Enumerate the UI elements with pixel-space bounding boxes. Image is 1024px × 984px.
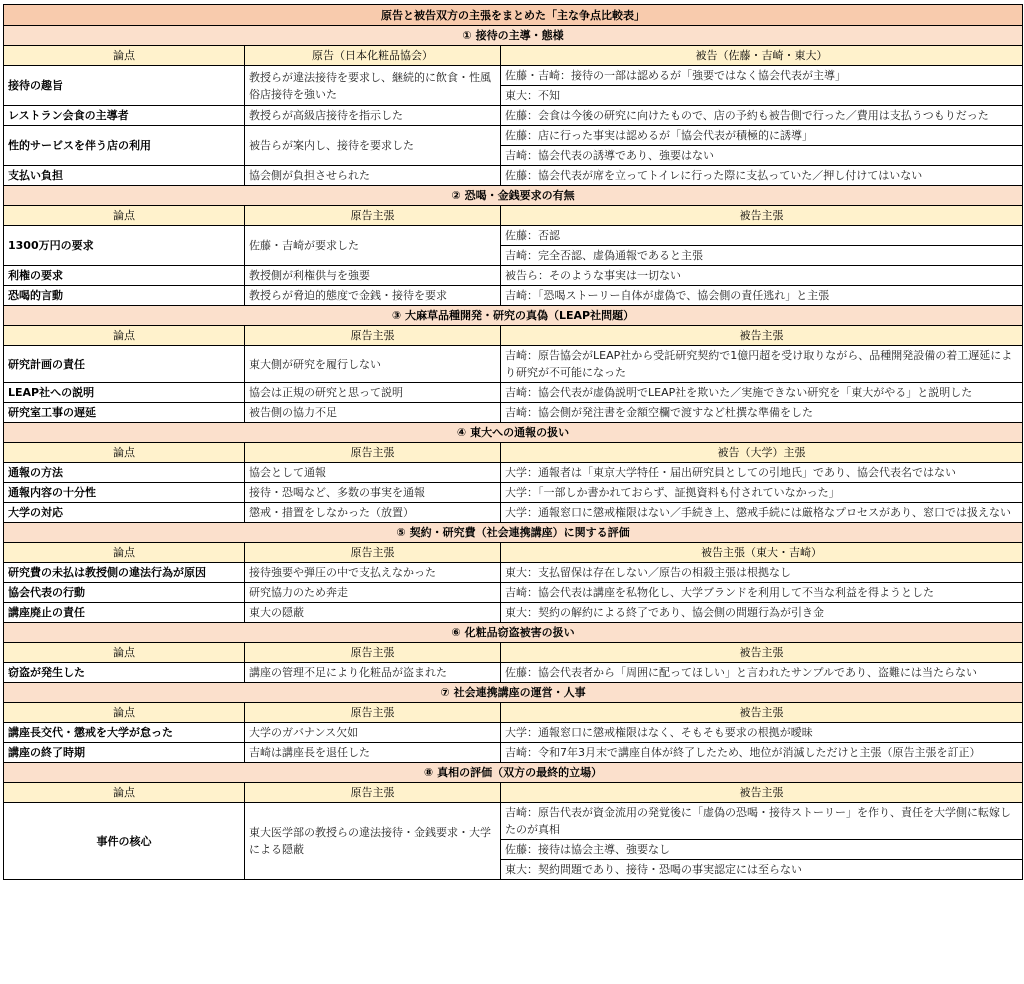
plaintiff-cell: 教授側が利権供与を強要	[245, 266, 501, 286]
column-header: 論点	[4, 206, 245, 226]
table-row	[4, 106, 1023, 126]
column-header: 原告主張	[245, 326, 501, 346]
defendant-cell: 東大：契約問題であり、接待・恐喝の事実認定には至らない	[501, 860, 1023, 880]
column-header: 被告主張	[501, 643, 1023, 663]
column-header: 論点	[4, 783, 245, 803]
section-title: ⑧ 真相の評価（双方の最終的立場）	[4, 763, 1023, 783]
section-row	[4, 306, 1023, 326]
column-header: 論点	[4, 543, 245, 563]
section-title: ⑥ 化粧品窃盗被害の扱い	[4, 623, 1023, 643]
plaintiff-cell: 東大の隠蔽	[245, 603, 501, 623]
table-row	[4, 583, 1023, 603]
plaintiff-cell: 東大医学部の教授らの違法接待・金銭要求・大学による隠蔽	[245, 803, 501, 880]
defendant-cell: 吉崎：原告協会がLEAP社から受託研究契約で1億円超を受け取りながら、品種開発設備の着工遅延により研究が不可能になった	[501, 346, 1023, 383]
defendant-cell: 佐藤：会食は今後の研究に向けたもので、店の予約も被告側で行った／費用は支払うつもりだった	[501, 106, 1023, 126]
header-row	[4, 46, 1023, 66]
table-row	[4, 503, 1023, 523]
header-row	[4, 643, 1023, 663]
plaintiff-cell: 接待強要や弾圧の中で支払えなかった	[245, 563, 501, 583]
column-header: 被告主張	[501, 783, 1023, 803]
header-row	[4, 326, 1023, 346]
table-row	[4, 226, 1023, 246]
issue-cell: 講座廃止の責任	[4, 603, 245, 623]
defendant-cell: 佐藤：協会代表が席を立ってトイレに行った際に支払っていた／押し付けてはいない	[501, 166, 1023, 186]
column-header: 被告（大学）主張	[501, 443, 1023, 463]
defendant-cell: 大学：通報者は「東京大学特任・届出研究員としての引地氏」であり、協会代表名ではない	[501, 463, 1023, 483]
header-row	[4, 703, 1023, 723]
table-row	[4, 663, 1023, 683]
defendant-cell: 佐藤：否認	[501, 226, 1023, 246]
column-header: 原告主張	[245, 206, 501, 226]
column-header: 原告主張	[245, 643, 501, 663]
table-row	[4, 803, 1023, 840]
defendant-cell: 吉崎：令和7年3月末で講座自体が終了したため、地位が消滅しただけと主張（原告主張を訂正）	[501, 743, 1023, 763]
table-row	[4, 603, 1023, 623]
issue-cell: 恐喝的言動	[4, 286, 245, 306]
section-row	[4, 623, 1023, 643]
section-row	[4, 26, 1023, 46]
issue-cell: 通報の方法	[4, 463, 245, 483]
defendant-cell: 吉崎：協会代表の誘導であり、強要はない	[501, 146, 1023, 166]
plaintiff-cell: 大学のガバナンス欠如	[245, 723, 501, 743]
header-row	[4, 783, 1023, 803]
column-header: 被告主張（東大・吉崎）	[501, 543, 1023, 563]
plaintiff-cell: 教授らが高級店接待を指示した	[245, 106, 501, 126]
column-header: 被告主張	[501, 206, 1023, 226]
column-header: 被告（佐藤・吉崎・東大）	[501, 46, 1023, 66]
column-header: 被告主張	[501, 326, 1023, 346]
issue-cell: 通報内容の十分性	[4, 483, 245, 503]
section-title: ④ 東大への通報の扱い	[4, 423, 1023, 443]
header-row	[4, 206, 1023, 226]
column-header: 原告主張	[245, 783, 501, 803]
column-header: 論点	[4, 443, 245, 463]
section-row	[4, 523, 1023, 543]
defendant-cell: 東大：支払留保は存在しない／原告の相殺主張は根拠なし	[501, 563, 1023, 583]
plaintiff-cell: 協会として通報	[245, 463, 501, 483]
table-row	[4, 723, 1023, 743]
defendant-cell: 佐藤・吉崎：接待の一部は認めるが「強要ではなく協会代表が主導」	[501, 66, 1023, 86]
issue-cell: 支払い負担	[4, 166, 245, 186]
table-row	[4, 346, 1023, 383]
plaintiff-cell: 協会は正規の研究と思って説明	[245, 383, 501, 403]
table-row	[4, 126, 1023, 146]
plaintiff-cell: 講座の管理不足により化粧品が盗まれた	[245, 663, 501, 683]
defendant-cell: 佐藤：接待は協会主導、強要なし	[501, 840, 1023, 860]
table-row	[4, 563, 1023, 583]
defendant-cell: 被告ら：そのような事実は一切ない	[501, 266, 1023, 286]
table-row	[4, 286, 1023, 306]
column-header: 論点	[4, 326, 245, 346]
section-row	[4, 763, 1023, 783]
plaintiff-cell: 吉崎は講座長を退任した	[245, 743, 501, 763]
plaintiff-cell: 東大側が研究を履行しない	[245, 346, 501, 383]
table-row	[4, 383, 1023, 403]
plaintiff-cell: 接待・恐喝など、多数の事実を通報	[245, 483, 501, 503]
issue-cell: レストラン会食の主導者	[4, 106, 245, 126]
issue-cell: LEAP社への説明	[4, 383, 245, 403]
defendant-cell: 吉崎：協会代表は講座を私物化し、大学ブランドを利用して不当な利益を得ようとした	[501, 583, 1023, 603]
defendant-cell: 佐藤：協会代表者から「周囲に配ってほしい」と言われたサンプルであり、盗難には当たらない	[501, 663, 1023, 683]
plaintiff-cell: 教授らが違法接待を要求し、継続的に飲食・性風俗店接待を強いた	[245, 66, 501, 106]
plaintiff-cell: 研究協力のため奔走	[245, 583, 501, 603]
defendant-cell: 吉崎：原告代表が資金流用の発覚後に「虚偽の恐喝・接待ストーリー」を作り、責任を大学側に転嫁したのが真相	[501, 803, 1023, 840]
plaintiff-cell: 佐藤・吉崎が要求した	[245, 226, 501, 266]
plaintiff-cell: 協会側が負担させられた	[245, 166, 501, 186]
plaintiff-cell: 懲戒・措置をしなかった（放置）	[245, 503, 501, 523]
table-row	[4, 166, 1023, 186]
column-header: 論点	[4, 643, 245, 663]
defendant-cell: 吉崎：協会代表が虚偽説明でLEAP社を欺いた／実施できない研究を「東大がやる」と説明した	[501, 383, 1023, 403]
comparison-table	[3, 4, 1023, 880]
table-row	[4, 403, 1023, 423]
defendant-cell: 大学：通報窓口に懲戒権限はなく、そもそも要求の根拠が曖昧	[501, 723, 1023, 743]
defendant-cell: 東大：不知	[501, 86, 1023, 106]
column-header: 原告主張	[245, 443, 501, 463]
section-row	[4, 423, 1023, 443]
section-title: ③ 大麻草品種開発・研究の真偽（LEAP社問題）	[4, 306, 1023, 326]
defendant-cell: 吉崎：協会側が発注書を金額空欄で渡すなど杜撰な準備をした	[501, 403, 1023, 423]
section-row	[4, 683, 1023, 703]
issue-cell: 事件の核心	[4, 803, 245, 880]
issue-cell: 性的サービスを伴う店の利用	[4, 126, 245, 166]
issue-cell: 研究計画の責任	[4, 346, 245, 383]
defendant-cell: 吉崎：「恐喝ストーリー自体が虚偽で、協会側の責任逃れ」と主張	[501, 286, 1023, 306]
issue-cell: 1300万円の要求	[4, 226, 245, 266]
plaintiff-cell: 被告側の協力不足	[245, 403, 501, 423]
table-row	[4, 483, 1023, 503]
plaintiff-cell: 被告らが案内し、接待を要求した	[245, 126, 501, 166]
header-row	[4, 543, 1023, 563]
section-title: ② 恐喝・金銭要求の有無	[4, 186, 1023, 206]
issue-cell: 接待の趣旨	[4, 66, 245, 106]
issue-cell: 講座長交代・懲戒を大学が怠った	[4, 723, 245, 743]
defendant-cell: 佐藤：店に行った事実は認めるが「協会代表が積極的に誘導」	[501, 126, 1023, 146]
defendant-cell: 東大：契約の解約による終了であり、協会側の問題行為が引き金	[501, 603, 1023, 623]
section-title: ⑦ 社会連携講座の運営・人事	[4, 683, 1023, 703]
table-row	[4, 463, 1023, 483]
defendant-cell: 吉崎：完全否認、虚偽通報であると主張	[501, 246, 1023, 266]
table-title: 原告と被告双方の主張をまとめた「主な争点比較表」	[4, 5, 1023, 26]
title-row	[4, 5, 1023, 26]
column-header: 原告（日本化粧品協会）	[245, 46, 501, 66]
issue-cell: 研究費の未払は教授側の違法行為が原因	[4, 563, 245, 583]
defendant-cell: 大学：通報窓口に懲戒権限はない／手続き上、懲戒手続には厳格なプロセスがあり、窓口では扱えない	[501, 503, 1023, 523]
column-header: 論点	[4, 46, 245, 66]
issue-cell: 利権の要求	[4, 266, 245, 286]
table-row	[4, 266, 1023, 286]
column-header: 原告主張	[245, 703, 501, 723]
issue-cell: 大学の対応	[4, 503, 245, 523]
column-header: 原告主張	[245, 543, 501, 563]
header-row	[4, 443, 1023, 463]
section-title: ① 接待の主導・態様	[4, 26, 1023, 46]
column-header: 論点	[4, 703, 245, 723]
section-title: ⑤ 契約・研究費（社会連携講座）に関する評価	[4, 523, 1023, 543]
issue-cell: 窃盗が発生した	[4, 663, 245, 683]
section-row	[4, 186, 1023, 206]
issue-cell: 協会代表の行動	[4, 583, 245, 603]
column-header: 被告主張	[501, 703, 1023, 723]
issue-cell: 研究室工事の遅延	[4, 403, 245, 423]
defendant-cell: 大学：「一部しか書かれておらず、証拠資料も付されていなかった」	[501, 483, 1023, 503]
table-row	[4, 66, 1023, 86]
table-body	[4, 5, 1023, 880]
plaintiff-cell: 教授らが脅迫的態度で金銭・接待を要求	[245, 286, 501, 306]
issue-cell: 講座の終了時期	[4, 743, 245, 763]
table-row	[4, 743, 1023, 763]
